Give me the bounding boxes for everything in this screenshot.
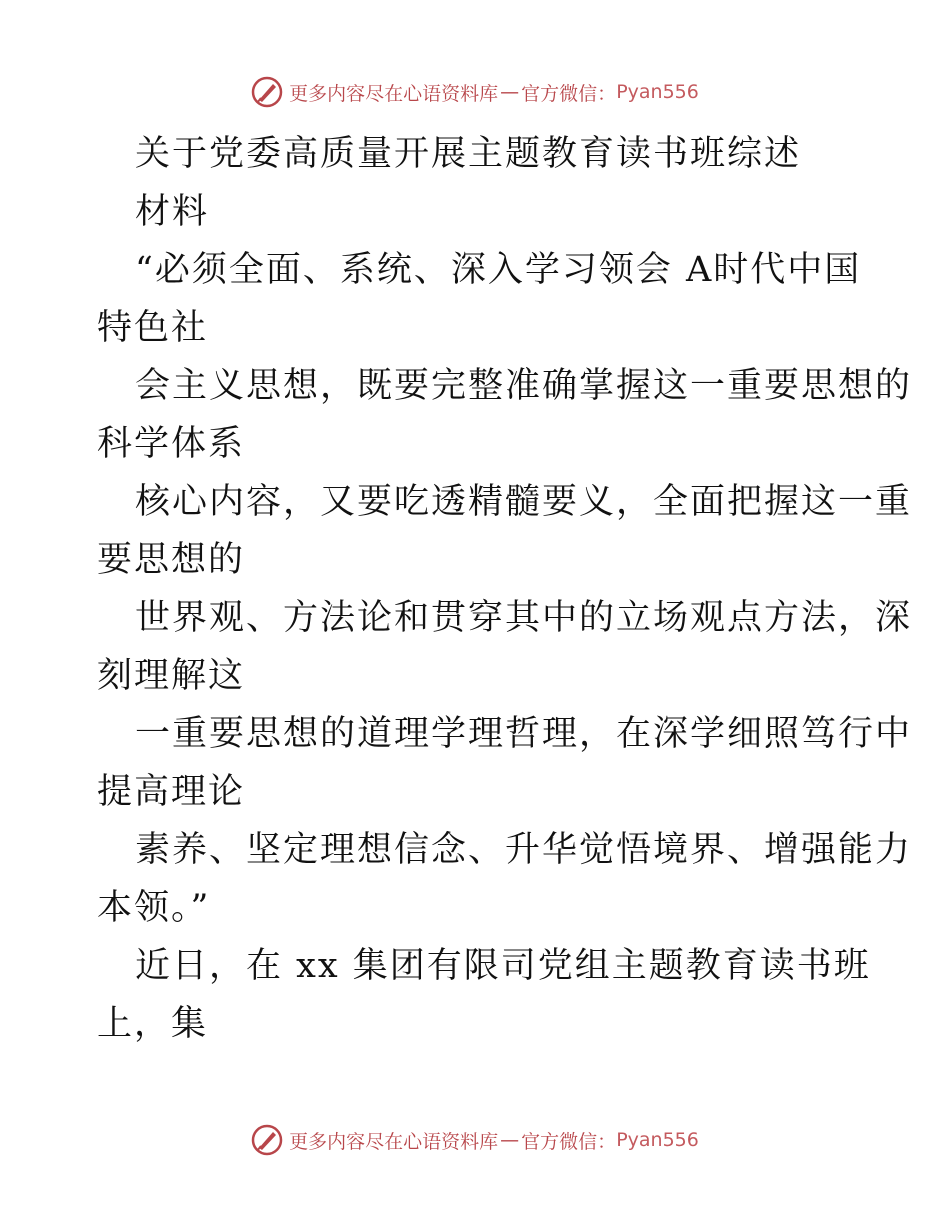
document-line: 素养、坚定理想信念、升华觉悟境界、增强能力 (135, 830, 913, 870)
document-line: 关于党委高质量开展主题教育读书班综述 (135, 134, 802, 174)
footer-watermark (0, 1120, 950, 1160)
watermark-contact-label: 官方微信： (521, 82, 617, 105)
document-line: 上，集 (97, 1004, 209, 1044)
header-watermark (0, 72, 950, 112)
document-line: 会主义思想，既要完整准确掌握这一重要思想的 (135, 366, 913, 406)
quill-pen-logo-icon (251, 1124, 283, 1156)
document-line: 材料 (135, 192, 210, 232)
document-body (97, 125, 913, 1053)
watermark-contact-id: Pyan556 (616, 81, 699, 103)
document-line: 核心内容，又要吃透精髓要义，全面把握这一重 (135, 482, 913, 522)
document-line: 近日，在 xx 集团有限司党组主题教育读书班 (135, 946, 871, 986)
document-line: 刻理解这 (97, 656, 246, 696)
document-line: 特色社 (97, 308, 209, 348)
document-line: 本领。” (97, 888, 211, 928)
document-line: “必须全面、系统、深入学习领会 A时代中国 (135, 250, 862, 290)
watermark-separator: — (500, 81, 520, 103)
watermark-brand-text: 更多内容尽在心语资料库 (289, 82, 499, 105)
watermark-contact-id: Pyan556 (616, 1129, 699, 1151)
document-line: 科学体系 (97, 424, 246, 464)
document-line: 世界观、方法论和贯穿其中的立场观点方法，深 (135, 598, 913, 638)
document-line: 一重要思想的道理学理哲理，在深学细照笃行中 (135, 714, 913, 754)
watermark-separator: — (500, 1129, 520, 1151)
watermark-contact-label: 官方微信： (521, 1130, 617, 1153)
document-line: 要思想的 (97, 540, 246, 580)
document-line: 提高理论 (97, 772, 246, 812)
watermark-brand-text: 更多内容尽在心语资料库 (289, 1130, 499, 1153)
quill-pen-logo-icon (251, 76, 283, 108)
